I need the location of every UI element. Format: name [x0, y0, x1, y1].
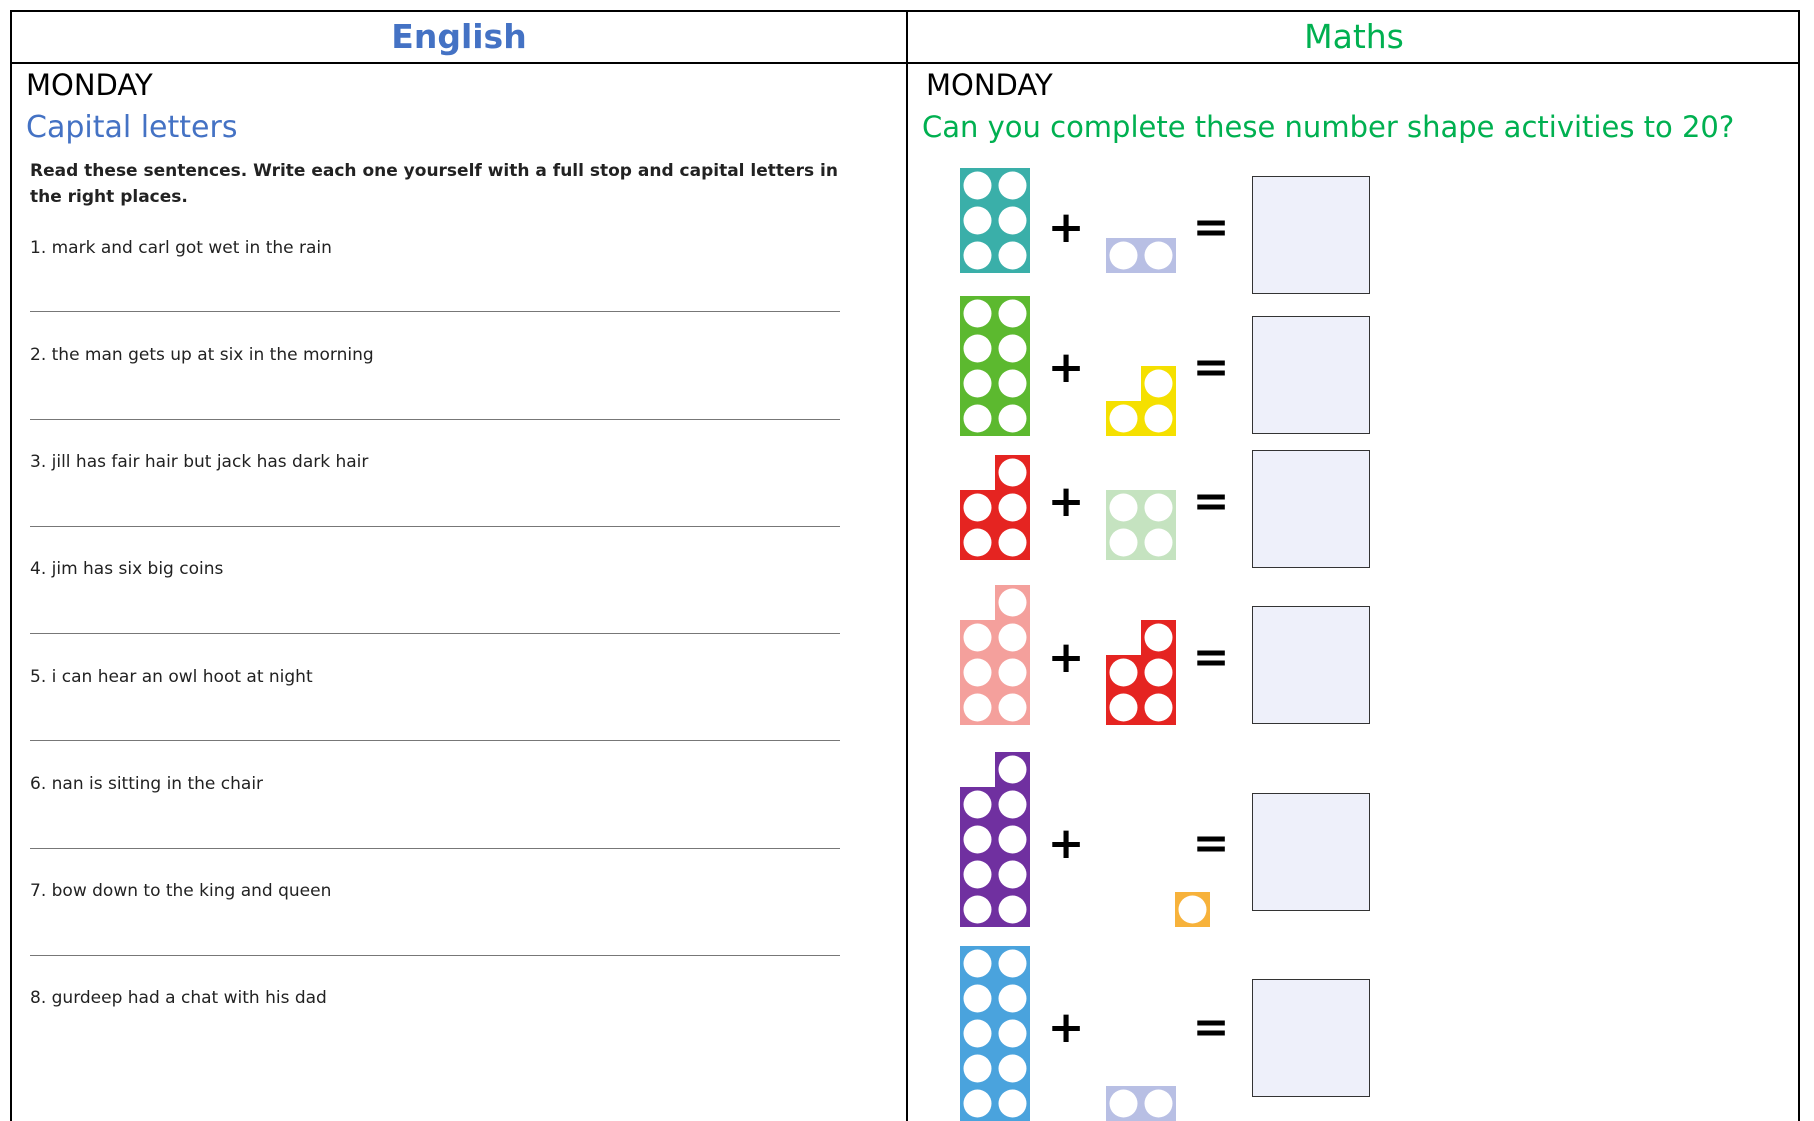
sentence-7: 7. bow down to the king and queen [30, 881, 332, 901]
shape-hole [999, 1020, 1027, 1048]
shape-hole [964, 529, 992, 557]
shape-hole [1145, 624, 1173, 652]
sentence-1: 1. mark and carl got wet in the rain [30, 238, 332, 258]
english-instructions: Read these sentences. Write each one yourself with a full stop and capital letters in the right places. [30, 161, 838, 207]
shape-hole [999, 896, 1027, 924]
shape-hole [999, 756, 1027, 784]
writing-line-6[interactable] [30, 848, 840, 849]
sentence-2: 2. the man gets up at six in the morning [30, 345, 374, 365]
header-divider [10, 62, 1800, 64]
sentence-4: 4. jim has six big coins [30, 559, 224, 579]
shape-hole [964, 694, 992, 722]
answer-box-5[interactable] [1252, 793, 1370, 911]
shape-hole [999, 659, 1027, 687]
shape-hole [964, 335, 992, 363]
shape-hole [1145, 659, 1173, 687]
plus-sign-1: + [1047, 202, 1085, 253]
writing-line-3[interactable] [30, 526, 840, 527]
shape-hole [1110, 694, 1138, 722]
shape-hole [1145, 694, 1173, 722]
shape-hole [1110, 242, 1138, 270]
shape-hole [999, 694, 1027, 722]
writing-line-4[interactable] [30, 633, 840, 634]
shape-hole [999, 826, 1027, 854]
shape-hole [964, 826, 992, 854]
shape-hole [964, 861, 992, 889]
shape-hole [999, 300, 1027, 328]
equals-sign-5: = [1192, 818, 1230, 869]
shape-hole [999, 589, 1027, 617]
maths-day: MONDAY [926, 68, 1053, 102]
english-topic: Capital letters [26, 110, 238, 145]
shape-hole [964, 950, 992, 978]
sentence-3: 3. jill has fair hair but jack has dark hair [30, 452, 369, 472]
shape-hole [999, 529, 1027, 557]
number-shape-3a [960, 455, 1030, 560]
number-shape-5a [960, 752, 1030, 927]
shape-hole [964, 1020, 992, 1048]
number-shape-3b [1106, 490, 1176, 560]
answer-box-4[interactable] [1252, 606, 1370, 724]
shape-hole [964, 659, 992, 687]
shape-hole [1110, 529, 1138, 557]
shape-hole [1145, 405, 1173, 433]
number-shape-5b [1175, 892, 1210, 927]
shape-hole [964, 300, 992, 328]
equals-sign-3: = [1192, 476, 1230, 527]
shape-hole [964, 624, 992, 652]
shape-hole [1145, 370, 1173, 398]
shape-hole [999, 985, 1027, 1013]
english-day: MONDAY [26, 68, 153, 102]
shape-hole [1145, 494, 1173, 522]
shape-hole [999, 950, 1027, 978]
shape-hole [999, 335, 1027, 363]
shape-hole [964, 207, 992, 235]
shape-hole [999, 370, 1027, 398]
shape-hole [964, 1055, 992, 1083]
number-shape-2a [960, 296, 1030, 436]
writing-line-1[interactable] [30, 311, 840, 312]
number-shape-1b [1106, 238, 1176, 273]
shape-hole [964, 242, 992, 270]
shape-hole [999, 624, 1027, 652]
shape-hole [1179, 896, 1207, 924]
english-heading: English [391, 17, 527, 56]
answer-box-3[interactable] [1252, 450, 1370, 568]
shape-hole [964, 985, 992, 1013]
shape-hole [1110, 1090, 1138, 1118]
number-shape-6b [1106, 1086, 1176, 1121]
maths-heading: Maths [1304, 17, 1404, 56]
plus-sign-4: + [1047, 632, 1085, 683]
shape-hole [964, 172, 992, 200]
shape-hole [1145, 242, 1173, 270]
writing-line-2[interactable] [30, 419, 840, 420]
shape-hole [999, 172, 1027, 200]
shape-hole [1145, 529, 1173, 557]
shape-hole [964, 1090, 992, 1118]
plus-sign-2: + [1047, 342, 1085, 393]
shape-hole [964, 494, 992, 522]
plus-sign-6: + [1047, 1002, 1085, 1053]
number-shape-4a [960, 585, 1030, 725]
shape-hole [999, 791, 1027, 819]
number-shape-4b [1106, 620, 1176, 725]
number-shape-1a [960, 168, 1030, 273]
sentence-6: 6. nan is sitting in the chair [30, 774, 264, 794]
sentence-8: 8. gurdeep had a chat with his dad [30, 988, 327, 1008]
writing-line-5[interactable] [30, 740, 840, 741]
plus-sign-5: + [1047, 818, 1085, 869]
answer-box-1[interactable] [1252, 176, 1370, 294]
shape-hole [964, 791, 992, 819]
plus-sign-3: + [1047, 476, 1085, 527]
shape-hole [964, 370, 992, 398]
shape-hole [999, 1055, 1027, 1083]
shape-hole [999, 1090, 1027, 1118]
sentence-5: 5. i can hear an owl hoot at night [30, 667, 313, 687]
shape-hole [1110, 405, 1138, 433]
equals-sign-6: = [1192, 1002, 1230, 1053]
shape-hole [999, 405, 1027, 433]
shape-hole [999, 494, 1027, 522]
shape-hole [1145, 1090, 1173, 1118]
shape-hole [1110, 659, 1138, 687]
shape-hole [964, 896, 992, 924]
shape-hole [964, 405, 992, 433]
shape-hole [999, 242, 1027, 270]
shape-hole [999, 459, 1027, 487]
maths-topic: Can you complete these number shape activities to 20? [922, 110, 1735, 144]
number-shape-2b [1106, 366, 1176, 436]
shape-hole [999, 861, 1027, 889]
shape-hole [999, 207, 1027, 235]
answer-box-2[interactable] [1252, 316, 1370, 434]
equals-sign-2: = [1192, 342, 1230, 393]
shape-hole [1110, 494, 1138, 522]
number-shape-6a [960, 946, 1030, 1121]
answer-box-6[interactable] [1252, 979, 1370, 1097]
equals-sign-1: = [1192, 202, 1230, 253]
writing-line-7[interactable] [30, 955, 840, 956]
equals-sign-4: = [1192, 632, 1230, 683]
